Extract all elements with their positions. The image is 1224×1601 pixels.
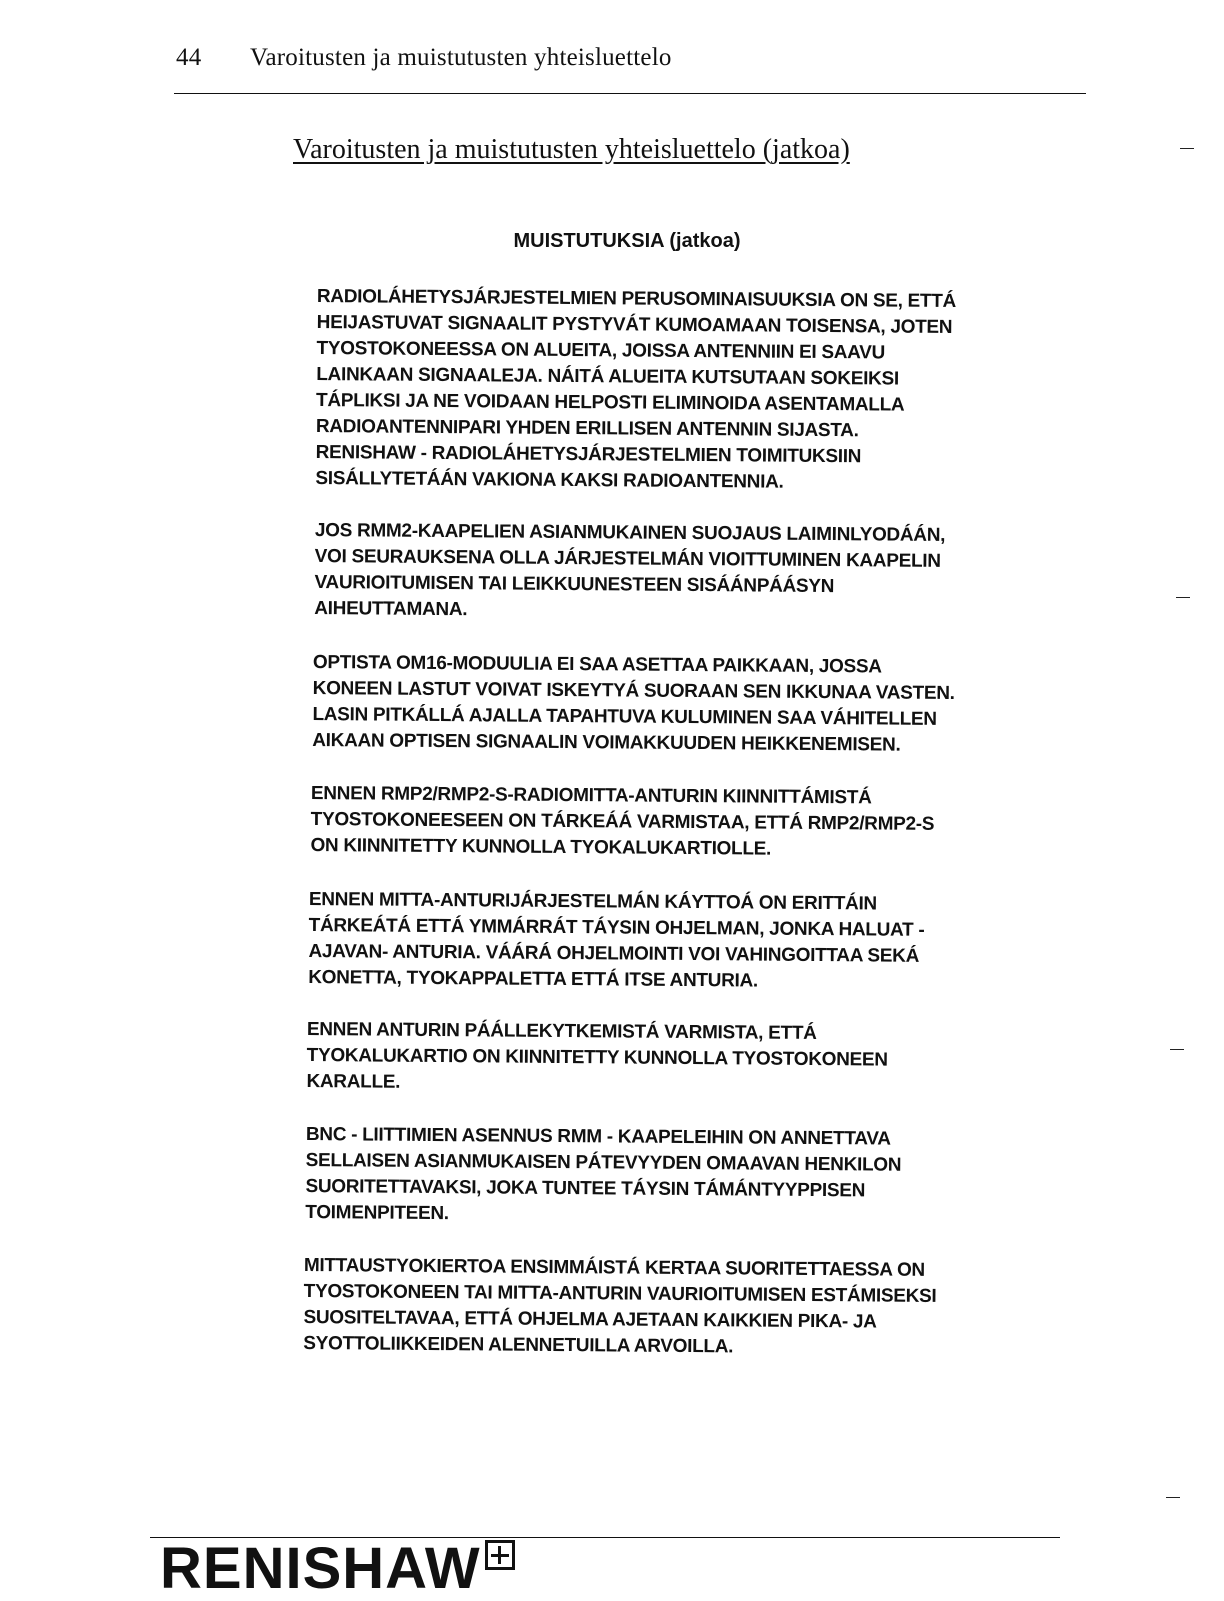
margin-mark <box>1180 148 1194 149</box>
running-header <box>176 44 672 72</box>
header-rule <box>174 93 1086 94</box>
notice-paragraph: MITTAUSTYOKIERTOA ENSIMMÁISTÁ KERTAA SUORITETTAESSA ON TYOSTOKONEEN TAI MITTA-ANTURIN VAURIOITUMISEN ESTÁMISEKSI SUOSITELTAVAA, ETTÁ OHJELMA AJETAAN KAIKKIEN PIKA- JA SYOTTOLIIKKEIDEN ALENNETUILLA ARVOILLA. <box>303 1254 937 1358</box>
logo-text: RENISHAW <box>160 1536 481 1601</box>
section-title: Varoitusten ja muistutusten yhteisluettelo (jatkoa) <box>293 134 850 165</box>
notice-paragraph: BNC - LIITTIMIEN ASENNUS RMM - KAAPELEIHIN ON ANNETTAVA SELLAISEN ASIANMUKAISEN PÁTEVYYDEN OMAAVAN HENKILON SUORITETTAVAKSI, JOKA TUNTEE TÁYSIN TÁMÁNTYYPPISEN TOIMENPITEEN. <box>305 1123 902 1225</box>
notice-paragraph: ENNEN MITTA-ANTURIJÁRJESTELMÁN KÁYTTOÁ ON ERITTÁIN TÁRKEÁTÁ ETTÁ YMMÁRRÁT TÁYSIN OHJELMAN, JONKA HALUAT - AJAVAN- ANTURIA. VÁÁRÁ OHJELMOINTI VOI VAHINGOITTAA SEKÁ KONETTA, TYOKAPPALETTA ETTÁ ITSE ANTURIA. <box>308 888 925 992</box>
notice-paragraph: JOS RMM2-KAAPELIEN ASIANMUKAINEN SUOJAUS LAIMINLYODÁÁN, VOI SEURAUKSENA OLLA JÁRJESTELMÁN VIOITTUMINEN KAAPELIN VAURIOITUMISEN TAI LEIKKUUNESTEEN SISÁÁNPÁÁSYN AIHEUTTAMANA. <box>314 519 946 621</box>
page-number: 44 <box>176 44 202 71</box>
notice-paragraph: ENNEN ANTURIN PÁÁLLEKYTKEMISTÁ VARMISTA, ETTÁ TYOKALUKARTIO ON KIINNITETTY KUNNOLLA TYOSTOKONEEN KARALLE. <box>306 1018 888 1093</box>
notice-paragraph: OPTISTA OM16-MODUULIA EI SAA ASETTAA PAIKKAAN, JOSSA KONEEN LASTUT VOIVAT ISKEYTYÁ SUORAAN SEN IKKUNAA VASTEN. LASIN PITKÁLLÁ AJALLA TAPAHTUVA KULUMINEN SAA VÁHITELLEN AIKAAN OPTISEN SIGNAALIN VOIMAKKUUDEN HEIKKENEMISEN. <box>312 651 955 756</box>
notice-paragraph: RADIOLÁHETYSJÁRJESTELMIEN PERUSOMINAISUUKSIA ON SE, ETTÁ HEIJASTUVAT SIGNAALIT PYSTYVÁT KUMOAMAAN TOISENSA, JOTEN TYOSTOKONEESSA ON ALUEITA, JOISSA ANTENNIIN EI SAAVU LAINKAAN SIGNAALEJA. NÁITÁ ALUEITA KUTSUTAAN SOKEIKSI TÁPLIKSI JA NE VOIDAAN HELPOSTI ELIMINOIDA ASENTAMALLA RADIOANTENNIPARI YHDEN ERILLISEN ANTENNIN SIJASTA. RENISHAW - RADIOLÁHETYSJÁRJESTELMIEN TOIMITUKSIIN SISÁLLYTETÁÁN VAKIONA KAKSI RADIOANTENNIA. <box>315 285 957 493</box>
running-title: Varoitusten ja muistutusten yhteisluettelo <box>250 44 672 71</box>
logo-cross-icon <box>485 1540 515 1570</box>
notice-paragraph: ENNEN RMP2/RMP2-S-RADIOMITTA-ANTURIN KIINNITTÁMISTÁ TYOSTOKONEESEEN ON TÁRKEÁÁ VARMISTAA, ETTÁ RMP2/RMP2-S ON KIINNITETTY KUNNOLLA TYOKALUKARTIOLLE. <box>310 782 935 860</box>
margin-mark <box>1166 1497 1180 1498</box>
margin-mark <box>1176 597 1190 598</box>
footer-logo <box>160 1536 515 1601</box>
margin-mark <box>1170 1049 1184 1050</box>
subheading: MUISTUTUKSIA (jatkoa) <box>513 230 741 252</box>
